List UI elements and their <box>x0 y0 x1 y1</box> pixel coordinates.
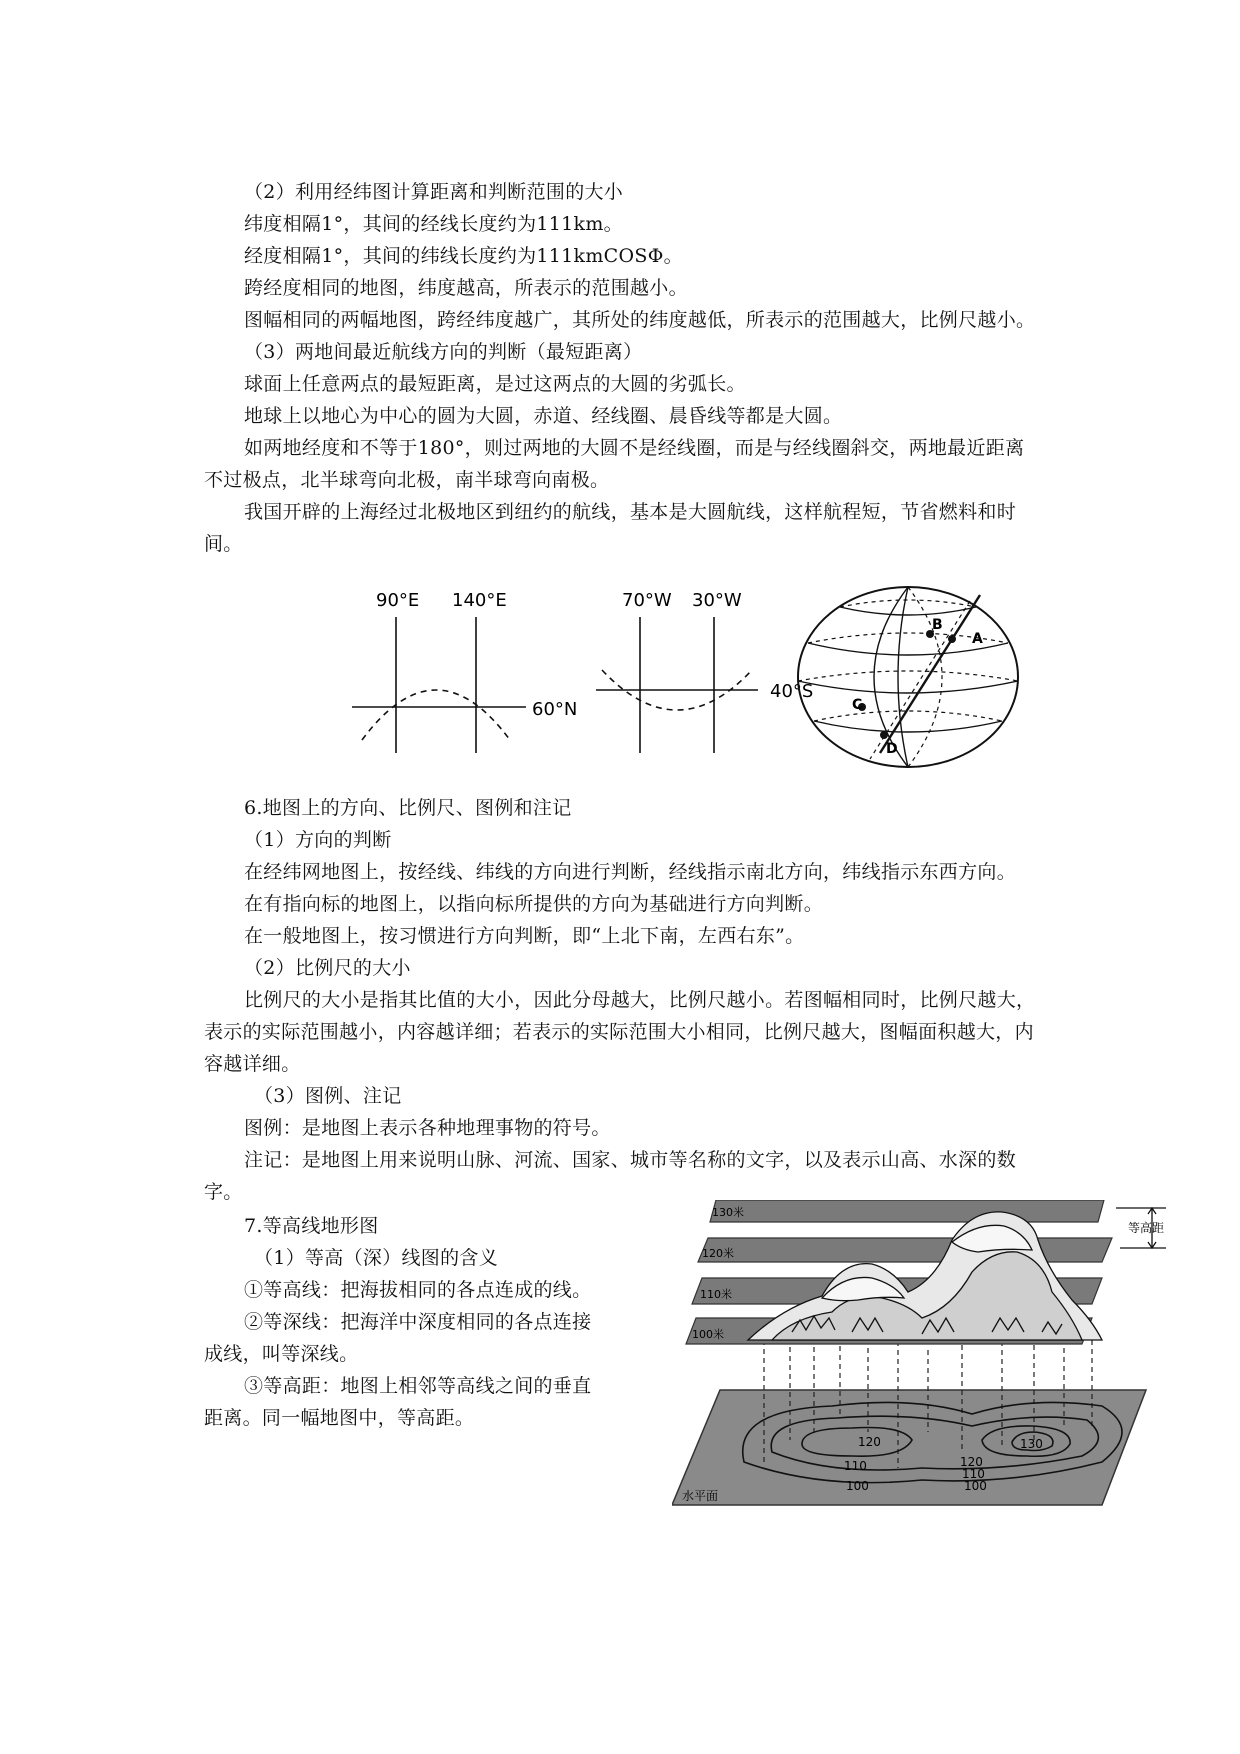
section-heading-7: 7.等高线地形图 <box>244 1215 379 1237</box>
parallel-line <box>840 607 976 615</box>
meridian-line <box>898 587 908 767</box>
section-heading-6: 6.地图上的方向、比例尺、图例和注记 <box>244 797 572 819</box>
paragraph: 图例：是地图上表示各种地理事物的符号。 <box>244 1117 611 1139</box>
layer-label-120: 120米 <box>702 1247 734 1260</box>
layer-label-100: 100米 <box>692 1328 724 1341</box>
equator <box>798 671 1018 681</box>
sub-heading-legend: （3）图例、注记 <box>254 1085 402 1107</box>
contour-interval-label: 等高距 <box>1128 1221 1165 1235</box>
layer-plate-100 <box>710 1200 1104 1222</box>
contour-value-110-right: 110 <box>962 1467 985 1481</box>
paragraph: 图幅相同的两幅地图，跨经纬度越广，其所处的纬度越低，所表示的范围越大，比例尺越小。 <box>244 309 1036 331</box>
contour-map-figure <box>672 1200 1197 1520</box>
great-circle-route-figure <box>340 575 1040 775</box>
paragraph: 球面上任意两点的最短距离，是过这两点的大圆的劣弧长。 <box>244 373 746 395</box>
paragraph: 我国开辟的上海经过北极地区到纽约的航线，基本是大圆航线，这样航程短，节省燃料和时 <box>244 501 1017 523</box>
route-diagram-north <box>352 590 577 753</box>
paragraph: 跨经度相同的地图，纬度越高，所表示的范围越小。 <box>244 277 688 299</box>
point-d <box>880 731 888 739</box>
route-diagram-south <box>596 590 813 753</box>
layer-plate-110 <box>698 1238 1112 1262</box>
point-label-c: C <box>852 697 863 713</box>
point-label-a: A <box>972 631 983 647</box>
paragraph: 容越详细。 <box>204 1053 301 1075</box>
sub-heading-contour: （1）等高（深）线图的含义 <box>254 1247 498 1269</box>
paragraph: 纬度相隔1°，其间的经线长度约为111km。 <box>244 213 623 235</box>
parallel-line <box>814 711 1002 721</box>
contour-value-110-left: 110 <box>844 1459 867 1473</box>
lon-label-90e: 90°E <box>376 590 420 611</box>
lat-label-40s: 40°S <box>770 681 814 702</box>
paragraph: ③等高距：地图上相邻等高线之间的垂直 <box>244 1375 592 1397</box>
lat-label-60n: 60°N <box>532 699 578 720</box>
paragraph: 在经纬网地图上，按经线、纬线的方向进行判断，经线指示南北方向，纬线指示东西方向。 <box>244 861 1017 883</box>
paragraph: 不过极点，北半球弯向北极，南半球弯向南极。 <box>204 469 610 491</box>
paragraph: 在有指向标的地图上，以指向标所提供的方向为基础进行方向判断。 <box>244 893 824 915</box>
paragraph: 成线，叫等深线。 <box>204 1343 359 1365</box>
sub-heading-distance: （2）利用经纬图计算距离和判断范围的大小 <box>244 181 624 203</box>
paragraph: 间。 <box>204 533 243 555</box>
paragraph: 比例尺的大小是指其比值的大小，因此分母越大，比例尺越小。若图幅相同时，比例尺越大， <box>244 989 1036 1011</box>
paragraph: 地球上以地心为中心的圆为大圆，赤道、经线圈、晨昏线等都是大圆。 <box>244 405 843 427</box>
paragraph: 在一般地图上，按习惯进行方向判断，即“上北下南，左西右东”。 <box>244 925 805 947</box>
lon-label-30w: 30°W <box>692 590 742 611</box>
layer-label-110: 110米 <box>700 1288 732 1301</box>
paragraph: 字。 <box>204 1181 243 1203</box>
paragraph: 表示的实际范围越小，内容越详细；若表示的实际范围大小相同，比例尺越大，图幅面积越大，内 <box>204 1021 1034 1043</box>
point-label-d: D <box>886 741 898 757</box>
globe-diagram <box>798 587 1018 767</box>
lon-label-140e: 140°E <box>452 590 507 611</box>
paragraph: ②等深线：把海洋中深度相同的各点连接 <box>244 1311 592 1333</box>
point-a <box>948 635 956 643</box>
contour-value-100-right: 100 <box>964 1479 987 1493</box>
parallel-line <box>840 600 976 607</box>
equator <box>798 681 1018 693</box>
layer-label-130: 130米 <box>712 1206 744 1219</box>
parallel-line <box>814 721 1002 732</box>
paragraph: ①等高线：把海拔相同的各点连成的线。 <box>244 1279 592 1301</box>
sub-heading-shortest-route: （3）两地间最近航线方向的判断（最短距离） <box>244 341 643 363</box>
paragraph: 如两地经度和不等于180°，则过两地的大圆不是经线圈，而是与经线圈斜交，两地最近距离 <box>244 437 1025 459</box>
lon-label-70w: 70°W <box>622 590 672 611</box>
plane-label: 水平面 <box>682 1489 719 1503</box>
globe-outline <box>798 587 1018 767</box>
contour-value-120-right: 120 <box>960 1455 983 1469</box>
terrain-relief <box>748 1212 1102 1340</box>
paragraph: 经度相隔1°，其间的纬线长度约为111kmCOSΦ。 <box>244 245 683 267</box>
point-label-b: B <box>932 617 943 633</box>
contour-value-120-left: 120 <box>858 1435 881 1449</box>
contour-value-100-left: 100 <box>846 1479 869 1493</box>
sub-heading-scale: （2）比例尺的大小 <box>244 957 411 979</box>
great-circle-route <box>362 690 510 740</box>
sub-heading-direction: （1）方向的判断 <box>244 829 392 851</box>
contour-value-130: 130 <box>1020 1437 1043 1451</box>
paragraph: 注记：是地图上用来说明山脉、河流、国家、城市等名称的文字，以及表示山高、水深的数 <box>244 1149 1017 1171</box>
paragraph: 距离。同一幅地图中，等高距。 <box>204 1407 475 1429</box>
